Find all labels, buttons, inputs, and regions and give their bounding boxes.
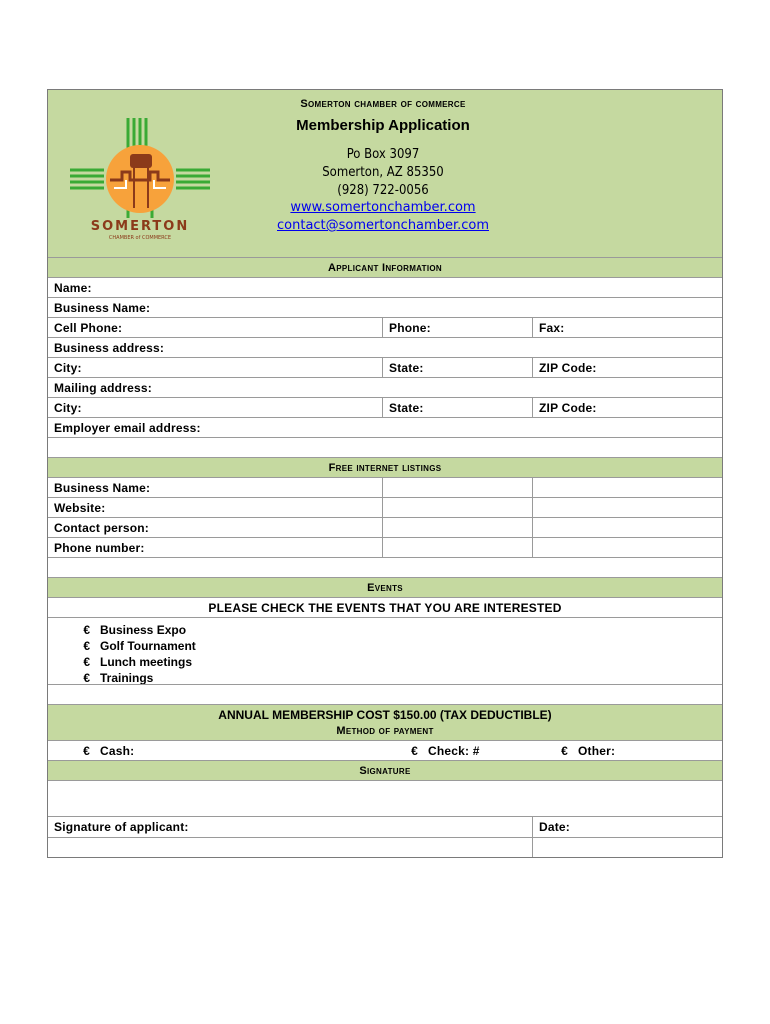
address-line1: Po Box 3097 [346,147,420,162]
address-line2: Somerton, AZ 85350 [322,165,444,180]
events-list [48,617,722,684]
listing-business-name-text: Business Name: [54,480,151,495]
city-field[interactable] [48,358,382,377]
signature-label: Signature of applicant: [54,820,189,834]
events-instruction-row [48,597,722,617]
checkbox-icon[interactable]: € [411,743,418,758]
form-header [48,90,722,257]
business-name-label: Business Name: [54,300,151,315]
other-option[interactable] [532,741,722,760]
cash-option[interactable] [48,741,382,760]
check-option[interactable] [382,741,532,760]
fax-label: Fax: [539,320,565,335]
payment-row [48,740,722,760]
listing-contact-extra[interactable] [532,518,722,537]
state-field[interactable] [382,358,532,377]
signature-line-field[interactable] [48,838,532,857]
business-name-row[interactable] [48,297,722,317]
zip-field[interactable] [532,358,722,377]
checkbox-icon[interactable]: € [83,655,90,669]
phone-field[interactable] [382,318,532,337]
form-title: Membership Application [296,117,470,134]
listing-business-name-extra[interactable] [532,478,722,497]
name-label: Name: [54,280,92,295]
mailing-zip-label: ZIP Code: [539,400,597,415]
employer-email-row[interactable] [48,417,722,437]
blank-row [48,557,722,577]
applicant-section-header [48,257,722,277]
event-label: Business Expo [100,623,187,637]
fax-field[interactable] [532,318,722,337]
listing-business-name-row [48,477,722,497]
state-label: State: [389,360,424,375]
payment-method-title: Method of payment [336,725,434,737]
signature-section-header [48,760,722,780]
date-label: Date: [539,820,571,834]
name-row[interactable] [48,277,722,297]
organization-name: Somerton chamber of commerce [300,98,466,110]
event-option[interactable] [48,622,722,638]
membership-cost-header [48,704,722,740]
listing-website-row [48,497,722,517]
mailing-city-label: City: [54,400,82,415]
listing-contact-field[interactable] [382,518,532,537]
business-address-row[interactable] [48,337,722,357]
listing-phone-row [48,537,722,557]
listings-section-title: Free internet listings [328,461,442,474]
listing-website-label [48,498,382,517]
mailing-address-row[interactable] [48,377,722,397]
date-field[interactable] [532,817,722,837]
mailing-state-label: State: [389,400,424,415]
checkbox-icon[interactable]: € [83,671,90,685]
cell-phone-field[interactable] [48,318,382,337]
applicant-section-title: Applicant Information [328,261,442,274]
cash-label: Cash: [100,743,135,758]
listing-business-name-label [48,478,382,497]
event-label: Trainings [100,671,154,685]
phone-row [48,317,722,337]
listing-phone-extra[interactable] [532,538,722,557]
listing-phone-field[interactable] [382,538,532,557]
events-section-header [48,577,722,597]
svg-text:CHAMBER of COMMERCE: CHAMBER of COMMERCE [108,235,172,241]
listing-contact-row [48,517,722,537]
date-line-field[interactable] [532,838,722,857]
employer-email-label: Employer email address: [54,420,201,435]
listing-website-field[interactable] [382,498,532,517]
phone-number: (928) 722-0056 [337,183,429,198]
mailing-state-field[interactable] [382,398,532,417]
listing-phone-text: Phone number: [54,540,145,555]
listings-section-header [48,457,722,477]
business-address-label: Business address: [54,340,165,355]
phone-label: Phone: [389,320,431,335]
city-label: City: [54,360,82,375]
website-link[interactable]: www.somertonchamber.com [290,200,476,215]
checkbox-icon[interactable]: € [83,623,90,637]
events-section-title: Events [367,581,403,594]
membership-form [47,89,723,858]
signature-bottom-row [48,837,722,857]
other-label: Other: [578,743,616,758]
event-option[interactable] [48,654,722,670]
signature-field[interactable] [48,817,532,837]
event-label: Lunch meetings [100,655,193,669]
listing-website-extra[interactable] [532,498,722,517]
checkbox-icon[interactable]: € [561,743,568,758]
mailing-city-row [48,397,722,417]
mailing-address-label: Mailing address: [54,380,152,395]
signature-section-title: Signature [359,764,411,777]
signature-blank-row[interactable] [48,780,722,816]
email-link[interactable]: contact@somertonchamber.com [277,218,489,233]
event-label: Golf Tournament [100,639,196,653]
listing-contact-label [48,518,382,537]
membership-cost: ANNUAL MEMBERSHIP COST $150.00 (TAX DEDUCTIBLE) [218,708,552,722]
check-label: Check: # [428,743,480,758]
listing-business-name-field[interactable] [382,478,532,497]
svg-text:SOMERTON: SOMERTON [90,219,190,234]
mailing-city-field[interactable] [48,398,382,417]
cell-phone-label: Cell Phone: [54,320,123,335]
event-option[interactable] [48,638,722,654]
checkbox-icon[interactable]: € [83,743,90,758]
blank-row [48,684,722,704]
listing-phone-label [48,538,382,557]
somerton-logo [70,118,210,243]
events-instruction: PLEASE CHECK THE EVENTS THAT YOU ARE INTERESTED [208,600,562,615]
checkbox-icon[interactable]: € [83,639,90,653]
city-row [48,357,722,377]
listing-website-text: Website: [54,500,106,515]
listing-contact-text: Contact person: [54,520,150,535]
signature-row [48,816,722,837]
blank-row [48,437,722,457]
mailing-zip-field[interactable] [532,398,722,417]
zip-label: ZIP Code: [539,360,597,375]
